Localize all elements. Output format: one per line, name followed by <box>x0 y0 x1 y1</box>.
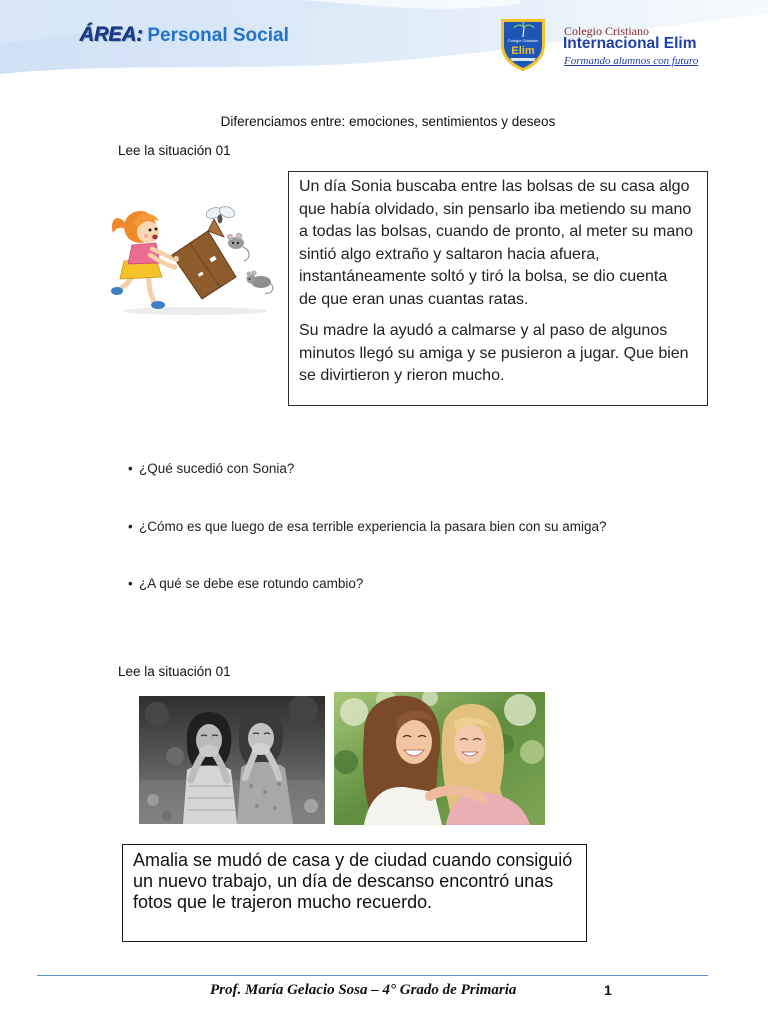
situation-2-photo-bw <box>139 696 325 824</box>
situation-1-heading: Lee la situación 01 <box>118 143 231 158</box>
bullet-icon: • <box>128 519 133 534</box>
girl-figure <box>111 211 176 309</box>
worksheet-title: Diferenciamos entre: emociones, sentimientos y deseos <box>220 114 556 129</box>
bullet-icon: • <box>128 461 133 476</box>
school-motto: Formando alumnos con futuro <box>564 55 699 67</box>
question-item <box>128 460 294 478</box>
story-paragraph-2 <box>299 320 707 388</box>
school-name-line2: Internacional Elim <box>563 35 697 52</box>
story-line: Amalia se mudó de casa y de ciudad cuando consiguió <box>133 849 573 870</box>
paper-bag <box>171 219 236 299</box>
story-line: un nuevo trabajo, un día de descanso encontró unas <box>133 870 554 891</box>
footer-author: Prof. María Gelacio Sosa – 4° Grado de Primaria <box>210 982 517 998</box>
crest-text-elim: Elim <box>511 45 535 57</box>
rat-top <box>227 233 249 261</box>
school-name-line1: Colegio Cristiano <box>564 24 649 38</box>
story-line: se divirtieron y rieron mucho. <box>299 367 505 384</box>
page-number: 1 <box>604 982 612 998</box>
ground-shadow <box>123 307 267 315</box>
subject-name: Personal Social <box>147 25 289 46</box>
situation-1-illustration <box>110 205 275 317</box>
story-line: Su madre la ayudó a calmarse y al paso de algunos <box>299 322 668 339</box>
bullet-icon: • <box>128 576 133 591</box>
question-text: ¿Cómo es que luego de esa terrible experiencia la pasara bien con su amiga? <box>139 519 607 534</box>
footer-divider <box>37 975 708 976</box>
story-line: Un día Sonia buscaba entre las bolsas de su casa algo <box>299 178 690 195</box>
story-line: fotos que le trajeron mucho recuerdo. <box>133 891 433 912</box>
situation-2-photo-color <box>334 692 545 825</box>
crest-text-top: Colegio Cristiano <box>507 38 539 43</box>
rat-right <box>246 270 273 293</box>
question-text: ¿A qué se debe ese rotundo cambio? <box>139 576 364 591</box>
question-text: ¿Qué sucedió con Sonia? <box>139 461 295 476</box>
question-item <box>128 575 363 593</box>
situation-2-heading: Lee la situación 01 <box>118 664 231 679</box>
story-line: sintió algo extraño y saltaron hacia afuera, <box>299 245 600 263</box>
situation-2-story-box <box>122 844 587 942</box>
situation-1-story-box <box>288 171 708 406</box>
story-line: que había olvidado, sin pensarlo iba metiendo su mano <box>299 200 692 218</box>
story-line: instantáneamente soltó y tiró la bolsa, se dio cuenta <box>299 268 668 285</box>
fly <box>205 205 236 224</box>
story-paragraph-1 <box>299 176 707 311</box>
area-title <box>80 23 289 47</box>
story-line: de que eran unas cuantas ratas. <box>299 290 529 308</box>
story-line: a todas las bolsas, cuando de pronto, al meter su mano <box>299 223 694 240</box>
question-item <box>128 518 607 536</box>
story-line: minutos llegó su amiga y se pusieron a jugar. Que bien <box>299 344 689 362</box>
school-crest-logo <box>498 15 548 72</box>
crest-base-band <box>510 58 536 61</box>
area-label: ÁREA: <box>80 24 144 46</box>
